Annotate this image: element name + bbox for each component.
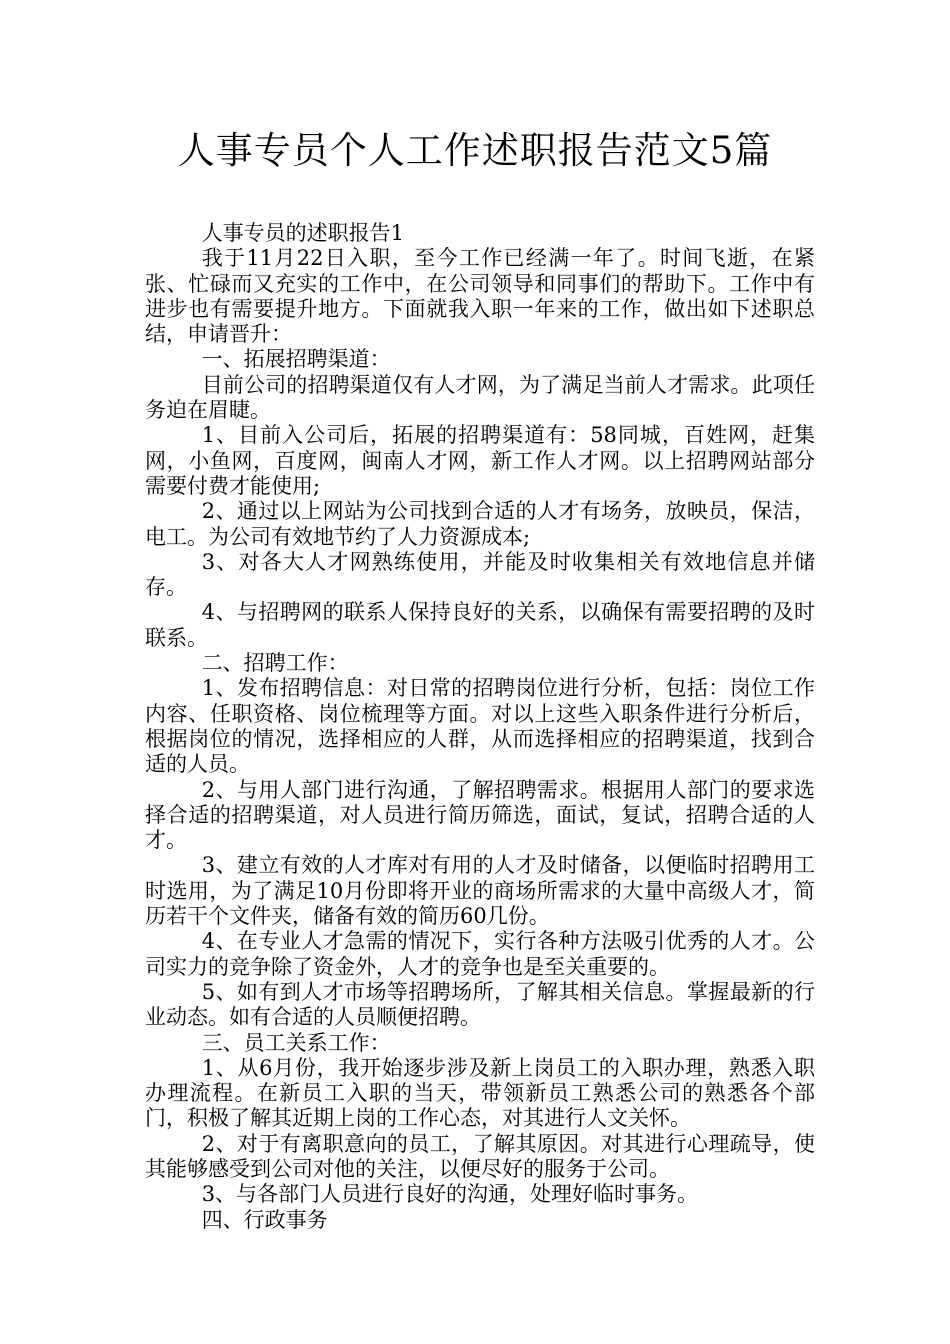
list-item: 1、从6月份，我开始逐步涉及新上岗员工的入职办理，熟悉入职办理流程。在新员工入职的当天，带领新员工熟悉公司的熟悉各个部门，积极了解其近期上岗的工作心态，对其进行人文关怀。 <box>145 1055 815 1131</box>
list-item: 4、在专业人才急需的情况下，实行各种方法吸引优秀的人才。公司实力的竞争除了资金外，人才的竞争也是至关重要的。 <box>145 929 815 979</box>
list-item: 3、与各部门人员进行良好的沟通，处理好临时事务。 <box>201 1182 699 1207</box>
list-item: 5、如有到人才市场等招聘场所，了解其相关信息。掌握最新的行业动态。如有合适的人员顺便招聘。 <box>145 979 815 1030</box>
list-item: 2、与用人部门进行沟通，了解招聘需求。根据用人部门的要求选择合适的招聘渠道，对人员进行简历筛选，面试，复试，招聘合适的人才。 <box>145 777 815 853</box>
report-subtitle: 人事专员的述职报告1 <box>201 221 405 245</box>
section-heading-recruitment-channels: 一、拓展招聘渠道： <box>201 347 391 372</box>
list-item: 1、目前入公司后，拓展的招聘渠道有：58同城，百姓网，赶集网，小鱼网，百度网，闽南人才网，新工作人才网。以上招聘网站部分需要付费才能使用; <box>145 423 815 498</box>
section-heading-admin-affairs: 四、行政事务 <box>201 1207 328 1232</box>
document-body <box>145 221 815 1233</box>
list-item: 3、建立有效的人才库对有用的人才及时储备，以便临时招聘用工时选用，为了满足10月份即将开业的商场所需求的大量中高级人才，简历若干个文件夹，储备有效的简历60几份。 <box>145 853 815 929</box>
paragraph: 目前公司的招聘渠道仅有人才网，为了满足当前人才需求。此项任务迫在眉睫。 <box>145 372 815 423</box>
list-item: 3、对各大人才网熟练使用，并能及时收集相关有效地信息并储存。 <box>145 549 815 600</box>
section-heading-employee-relations: 三、员工关系工作： <box>201 1030 391 1055</box>
list-item: 2、通过以上网站为公司找到合适的人才有场务，放映员，保洁，电工。为公司有效地节约了人力资源成本; <box>145 499 815 549</box>
intro-paragraph: 我于11月22日入职，至今工作已经满一年了。时间飞逝，在紧张、忙碌而又充实的工作中，在公司领导和同事们的帮助下。工作中有进步也有需要提升地方。下面就我入职一年来的工作，做出如下述职总结，申请晋升： <box>145 246 815 347</box>
section-heading-recruitment-work: 二、招聘工作： <box>201 651 349 676</box>
list-item: 4、与招聘网的联系人保持良好的关系，以确保有需要招聘的及时联系。 <box>145 600 815 650</box>
list-item: 1、发布招聘信息：对日常的招聘岗位进行分析，包括：岗位工作内容、任职资格、岗位梳理等方面。对以上这些入职条件进行分析后，根据岗位的情况，选择相应的人群，从而选择相应的招聘渠道，找到合适的人员。 <box>145 676 815 777</box>
document-title: 人事专员个人工作述职报告范文5篇 <box>177 129 773 172</box>
list-item: 2、对于有离职意向的员工，了解其原因。对其进行心理疏导，使其能够感受到公司对他的关注，以便尽好的服务于公司。 <box>145 1131 815 1181</box>
